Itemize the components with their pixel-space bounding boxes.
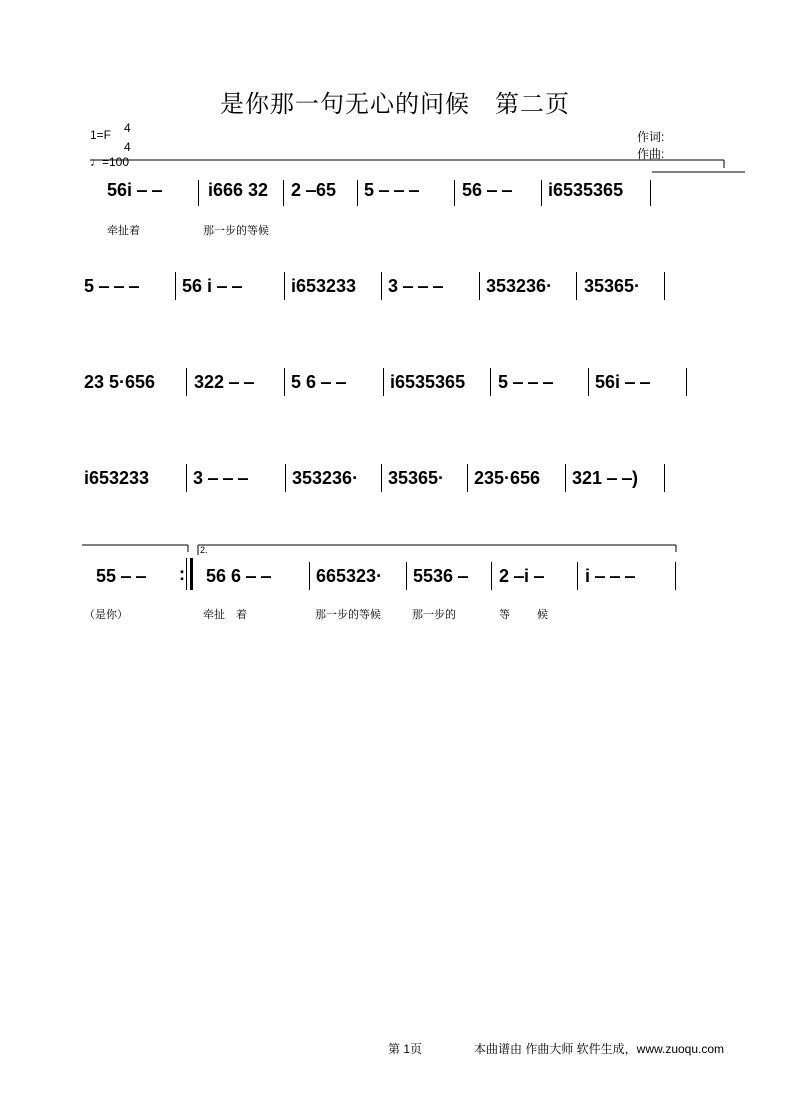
page-title: 是你那一句无心的问候 第二页: [220, 90, 570, 118]
barline: [577, 562, 578, 590]
measure: 321 ‒ ‒): [572, 468, 639, 488]
composer-label: 作曲:: [637, 147, 665, 161]
barline: [576, 272, 577, 300]
measure: 56 ‒ ‒: [462, 180, 513, 200]
measure: 3 ‒ ‒ ‒: [388, 276, 444, 296]
measure: 5 ‒ ‒ ‒: [364, 180, 420, 200]
barline: [686, 368, 687, 396]
time-signature-bottom: 4: [124, 140, 131, 154]
barline: [650, 180, 651, 206]
measure: i666 32: [208, 180, 269, 200]
lyric: 等: [499, 609, 510, 621]
barline: [381, 272, 382, 300]
barline: [664, 272, 665, 300]
barline: [664, 464, 665, 492]
barline: [175, 272, 176, 300]
barline: [186, 558, 187, 590]
barline: [284, 368, 285, 396]
volta-number: 2.: [200, 545, 208, 555]
measure: 5 6 ‒ ‒: [291, 372, 347, 392]
repeat-dots: :: [179, 564, 185, 584]
tempo-marking: ♩=100: [90, 155, 130, 169]
barline: [198, 180, 199, 206]
lyric: 那一步的等候: [203, 225, 269, 237]
barline: [381, 464, 382, 492]
page-number: 第 1页: [388, 1042, 423, 1056]
measure: 35365·: [388, 468, 445, 488]
lyric: 牵扯 着: [203, 609, 247, 621]
lyric: （是你）: [84, 609, 128, 621]
barline: [283, 180, 284, 206]
measure: 665323·: [316, 566, 383, 586]
lyricist-label: 作词:: [637, 130, 665, 144]
barline: [490, 368, 491, 396]
lyric: 那一步的等候: [315, 609, 381, 621]
score-row-1: [0, 180, 790, 220]
barline: [565, 464, 566, 492]
measure: 235·656: [474, 468, 541, 488]
score-row-5: [0, 566, 790, 606]
score-row-2: [0, 276, 790, 316]
barline: [309, 562, 310, 590]
measure: 3 ‒ ‒ ‒: [193, 468, 249, 488]
measure: 23 5·656: [84, 372, 156, 392]
barline: [454, 180, 455, 206]
software-credit: 本曲谱由 作曲大师 软件生成，www.zuoqu.com: [474, 1042, 725, 1056]
measure: i653233: [291, 276, 357, 296]
score-row-3: [0, 372, 790, 412]
barline: [285, 464, 286, 492]
measure: 353236·: [486, 276, 553, 296]
measure: 56i ‒ ‒: [107, 180, 163, 200]
measure: i6535365: [390, 372, 466, 392]
barline: [467, 464, 468, 492]
barline: [588, 368, 589, 396]
measure: 5536 ‒: [413, 566, 469, 586]
repeat-barline: [190, 558, 193, 590]
measure: 2 ‒65: [291, 180, 337, 200]
measure: 55 ‒ ‒: [96, 566, 147, 586]
key-signature: 1=F: [90, 128, 112, 142]
measure: 56 6 ‒ ‒: [206, 566, 272, 586]
lyric: 那一步的: [412, 609, 456, 621]
barline: [383, 368, 384, 396]
barline: [357, 180, 358, 206]
barline: [675, 562, 676, 590]
barline: [186, 464, 187, 492]
score-row-4: [0, 468, 790, 508]
time-signature-top: 4: [124, 121, 131, 135]
measure: 56 i ‒ ‒: [182, 276, 243, 296]
lyric: 候: [537, 609, 548, 621]
barline: [479, 272, 480, 300]
barline: [491, 562, 492, 590]
measure: 353236·: [292, 468, 359, 488]
measure: i653233: [84, 468, 150, 488]
measure: i ‒ ‒ ‒: [585, 566, 636, 586]
measure: 5 ‒ ‒ ‒: [498, 372, 554, 392]
measure: 2 ‒i ‒: [499, 566, 545, 586]
barline: [186, 368, 187, 396]
measure: 35365·: [584, 276, 641, 296]
barline: [541, 180, 542, 206]
measure: i6535365: [548, 180, 624, 200]
barline: [284, 272, 285, 300]
measure: 322 ‒ ‒: [194, 372, 255, 392]
measure: 56i ‒ ‒: [595, 372, 651, 392]
lyric: 牵扯着: [107, 225, 140, 237]
barline: [406, 562, 407, 590]
measure: 5 ‒ ‒ ‒: [84, 276, 140, 296]
